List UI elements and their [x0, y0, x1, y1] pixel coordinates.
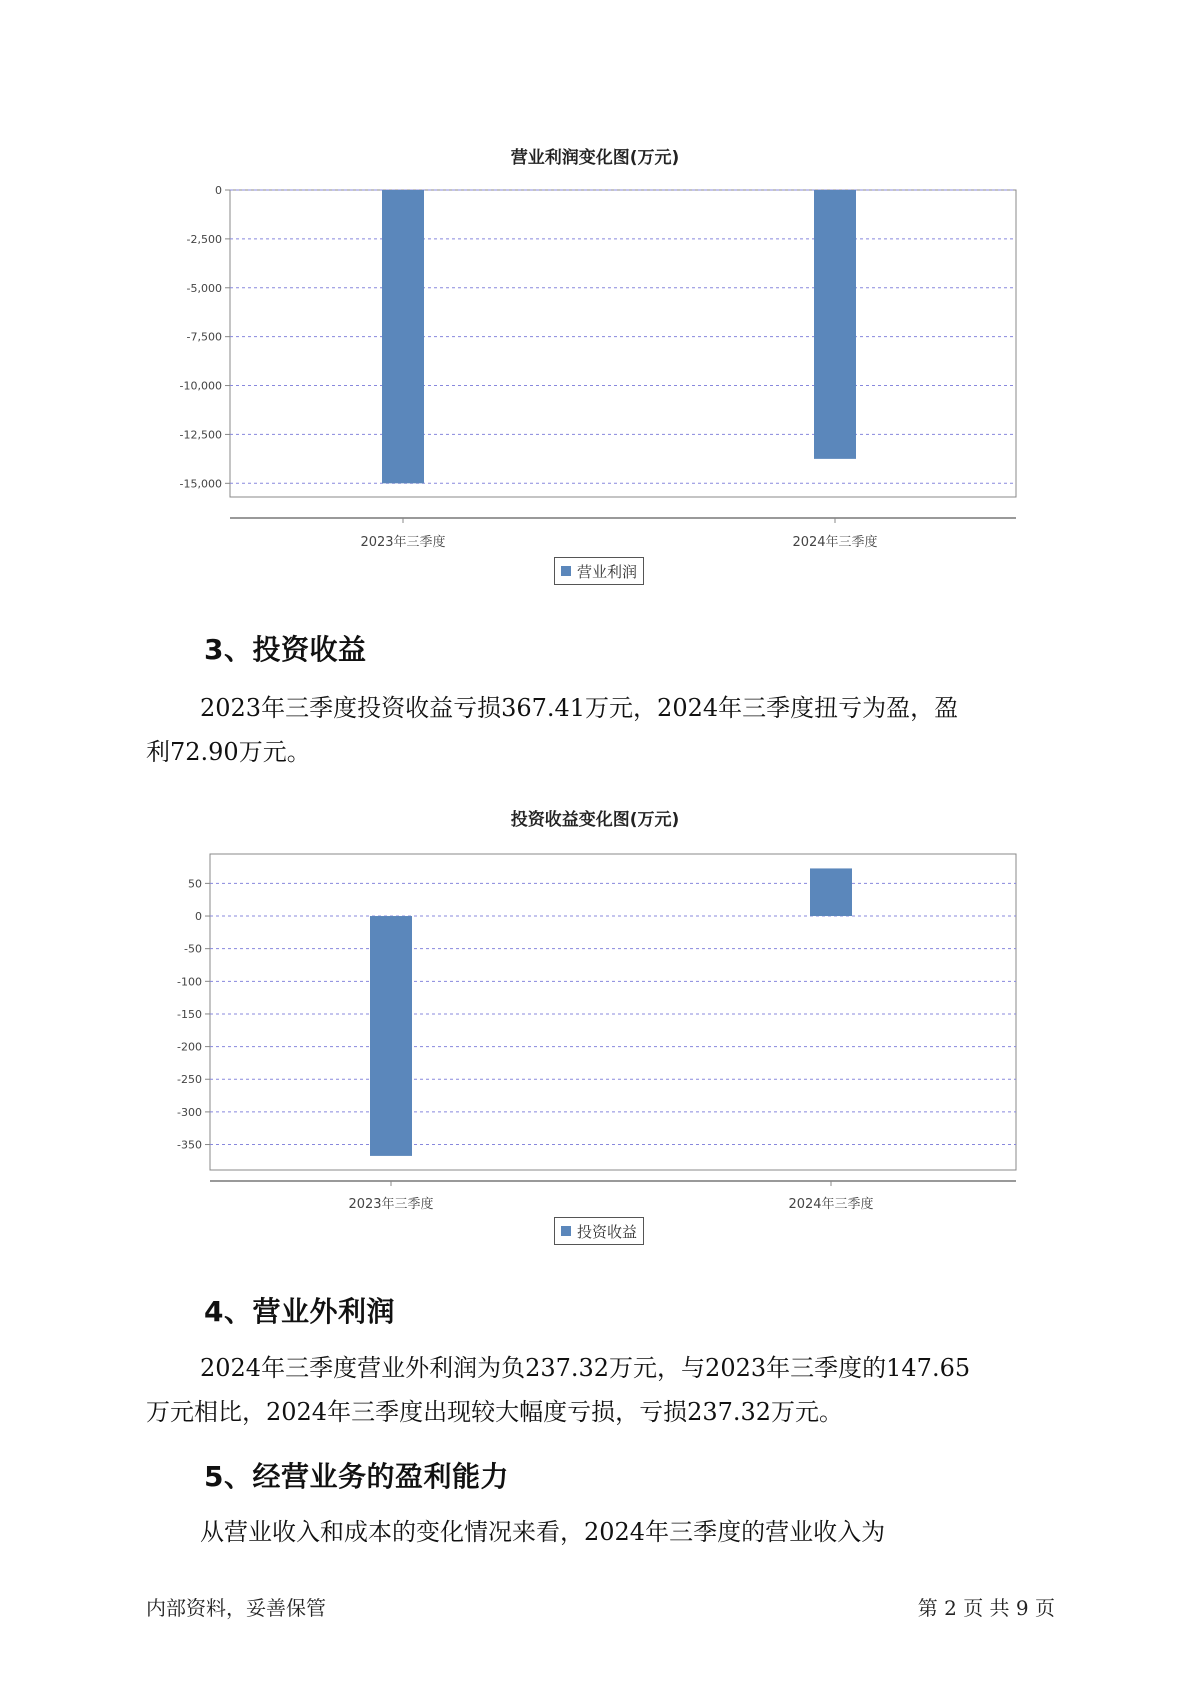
footer-page-number: 第 2 页 共 9 页 — [917, 1596, 1055, 1620]
paragraph-line: 从营业收入和成本的变化情况来看，2024年三季度的营业收入为 — [200, 1518, 886, 1546]
y-tick-label: -5,000 — [186, 281, 222, 295]
operating-profit-chart — [0, 130, 1191, 581]
legend-label: 投资收益 — [577, 1222, 638, 1241]
section-heading-non-operating-profit: 4、营业外利润 — [204, 1295, 395, 1328]
y-tick-label: -50 — [184, 942, 202, 956]
bar-2024q3 — [810, 868, 852, 916]
paragraph-line: 2024年三季度营业外利润为负237.32万元，与2023年三季度的147.65 — [200, 1354, 971, 1382]
investment-income-chart-svg — [0, 792, 1191, 1224]
bar-2023q3 — [382, 190, 424, 483]
paragraph-line: 2023年三季度投资收益亏损367.41万元，2024年三季度扭亏为盈，盈 — [200, 694, 959, 722]
y-tick-label: -350 — [177, 1138, 202, 1152]
plot-frame — [210, 854, 1016, 1170]
legend-swatch — [561, 1226, 571, 1236]
x-tick-label: 2024年三季度 — [788, 1197, 874, 1212]
y-tick-label: -2,500 — [186, 232, 222, 246]
bar-2024q3 — [814, 190, 856, 459]
section-paragraph-profitability — [146, 1510, 1046, 1554]
y-tick-label: -100 — [177, 975, 202, 989]
y-tick-label: -12,500 — [179, 428, 222, 442]
section-heading-profitability: 5、经营业务的盈利能力 — [204, 1460, 509, 1493]
paragraph-line: 利72.90万元。 — [146, 738, 311, 766]
section-paragraph-non-operating-profit — [146, 1346, 1046, 1434]
x-tick-label: 2023年三季度 — [360, 535, 446, 550]
chart-legend — [554, 557, 644, 585]
section-paragraph-investment-income — [146, 686, 1046, 774]
chart-title: 投资收益变化图(万元) — [510, 810, 680, 830]
legend-label: 营业利润 — [577, 562, 638, 581]
investment-income-chart — [0, 792, 1191, 1241]
y-tick-label: -200 — [177, 1040, 202, 1054]
chart-legend — [554, 1217, 644, 1245]
x-tick-label: 2024年三季度 — [792, 535, 878, 550]
y-tick-label: -10,000 — [179, 379, 222, 393]
operating-profit-chart-svg — [0, 130, 1191, 562]
y-tick-label: -7,500 — [186, 330, 222, 344]
plot-frame — [230, 190, 1016, 497]
section-heading-investment-income: 3、投资收益 — [204, 633, 367, 666]
chart-title: 营业利润变化图(万元) — [510, 148, 680, 168]
y-tick-label: 50 — [188, 877, 202, 891]
bar-2023q3 — [370, 916, 412, 1156]
x-tick-label: 2023年三季度 — [348, 1197, 434, 1212]
footer-confidential-note: 内部资料，妥善保管 — [146, 1596, 326, 1620]
y-tick-label: -250 — [177, 1073, 202, 1087]
y-tick-label: -300 — [177, 1105, 202, 1119]
y-tick-label: -150 — [177, 1007, 202, 1021]
y-tick-label: 0 — [195, 910, 202, 924]
legend-swatch — [561, 566, 571, 576]
y-tick-label: -15,000 — [179, 477, 222, 491]
y-tick-label: 0 — [215, 184, 222, 197]
paragraph-line: 万元相比，2024年三季度出现较大幅度亏损，亏损237.32万元。 — [146, 1398, 844, 1426]
